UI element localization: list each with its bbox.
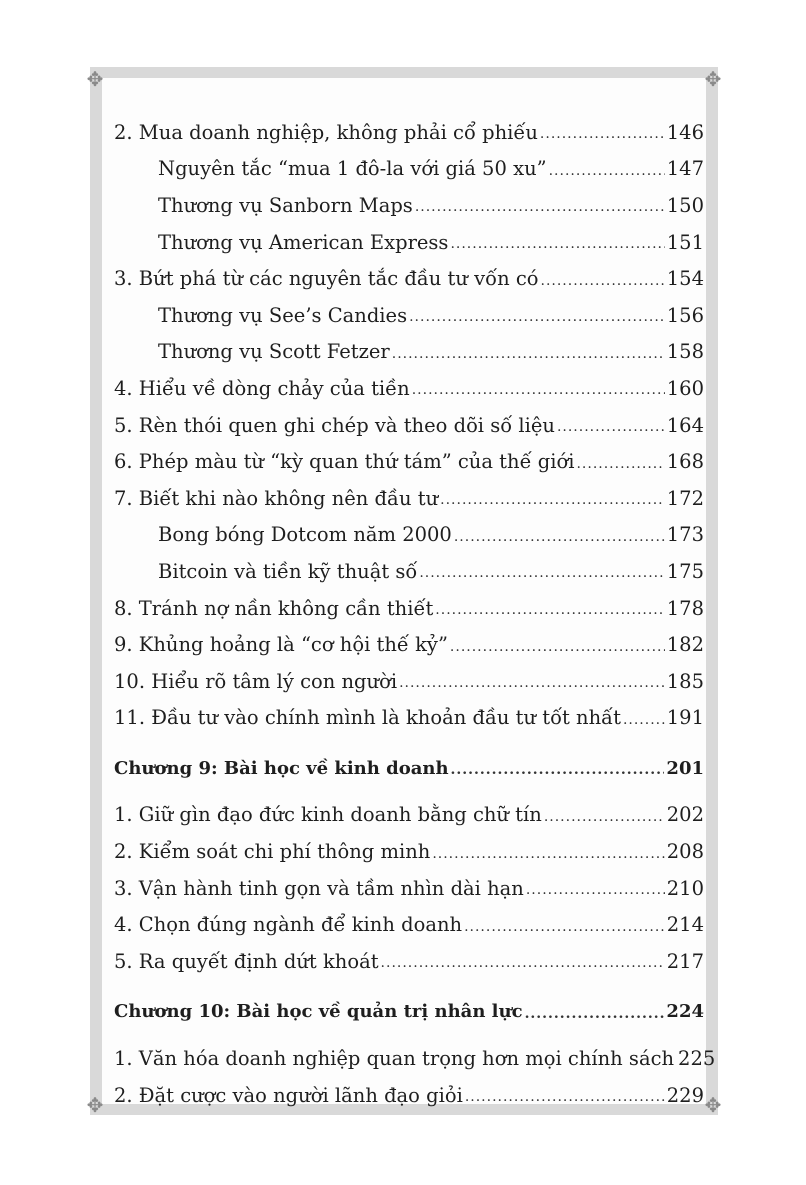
leader-dots [415,199,665,215]
toc-entry[interactable] [114,553,704,590]
toc-entry-title: 5. Ra quyết định dứt khoát [114,949,379,973]
toc-entry-page: 158 [666,340,704,364]
toc-entry-title: 3. Bứt phá từ các nguyên tắc đầu tư vốn có [114,267,539,291]
toc-entry-page: 154 [666,267,704,291]
leader-dots [544,809,665,825]
toc-entry[interactable] [114,187,704,224]
leader-dots [432,846,664,862]
leader-dots [399,675,665,691]
toc-entry[interactable] [114,114,704,151]
corner-ornament-icon: ✥ [86,1093,104,1117]
toc-entry-title: Thương vụ Scott Fetzer [158,340,390,364]
leader-dots [419,565,664,581]
leader-dots [440,492,665,508]
toc-entry-title: 10. Hiểu rõ tâm lý con người [114,669,398,693]
toc-entry-title: 4. Chọn đúng ngành để kinh doanh [114,913,463,937]
toc-entry[interactable] [114,906,704,943]
toc-entry-page: 191 [666,706,704,730]
toc-entry-title: 4. Hiểu về dòng chảy của tiền [114,376,410,400]
toc-entry[interactable] [114,517,704,554]
toc-entry[interactable] [114,833,704,870]
toc-entry-page: 151 [666,230,704,254]
toc-entry-title: 3. Vận hành tinh gọn và tầm nhìn dài hạn [114,876,524,900]
toc-entry-title: Thương vụ American Express [158,230,449,254]
toc-entry-page: 182 [666,633,704,657]
table-of-contents [114,114,716,1113]
leader-dots [392,346,665,362]
toc-entry[interactable] [114,407,704,444]
corner-ornament-icon: ✥ [704,1093,722,1117]
toc-entry[interactable] [114,297,704,334]
toc-entry-title: 2. Kiểm soát chi phí thông minh [114,840,431,864]
chapter-title: Chương 10: Bài học về quản trị nhân lực [114,1001,523,1023]
toc-entry-page: 214 [666,913,704,937]
toc-entry-page: 202 [666,803,704,827]
toc-entry-page: 229 [666,1083,704,1107]
toc-entry-title: Bitcoin và tiền kỹ thuật số [158,559,418,583]
toc-entry[interactable] [114,797,704,834]
toc-entry[interactable] [114,151,704,188]
toc-entry-page: 173 [666,523,704,547]
toc-entry[interactable] [114,260,704,297]
toc-entry[interactable] [114,700,704,737]
leader-dots [526,882,665,898]
toc-entry-page: 164 [666,413,704,437]
toc-entry-title: 2. Mua doanh nghiệp, không phải cổ phiếu [114,120,538,144]
toc-entry-page: 150 [666,193,704,217]
toc-entry-title: 1. Văn hóa doanh nghiệp quan trọng hơn mọi chính sách [114,1047,675,1071]
toc-entry-page: 172 [666,486,704,510]
toc-entry[interactable] [114,626,704,663]
toc-entry-page: 178 [666,596,704,620]
toc-entry[interactable] [114,870,704,907]
toc-chapter-10[interactable] [114,994,704,1031]
leader-dots [540,126,665,142]
toc-entry[interactable] [114,334,704,371]
toc-entry-page: 160 [666,376,704,400]
toc-entry-page: 175 [666,559,704,583]
toc-entry[interactable] [114,443,704,480]
toc-entry[interactable] [114,663,704,700]
corner-ornament-icon: ✥ [86,67,104,91]
toc-entry-title: 7. Biết khi nào không nên đầu tư [114,486,439,510]
toc-entry-page: 208 [666,840,704,864]
toc-entry-title: Nguyên tắc “mua 1 đô-la với giá 50 xu” [158,157,547,181]
leader-dots [541,273,665,289]
toc-chapter-9[interactable] [114,750,704,787]
leader-dots [465,1089,665,1105]
leader-dots [435,602,664,618]
toc-entry-title: Thương vụ Sanborn Maps [158,193,413,217]
toc-entry[interactable] [114,590,704,627]
chapter-page: 201 [666,757,704,779]
toc-entry-title: 8. Tránh nợ nần không cần thiết [114,596,434,620]
toc-entry-title: 2. Đặt cược vào người lãnh đạo giỏi [114,1083,463,1107]
leader-dots [409,309,665,325]
toc-entry[interactable] [114,1077,704,1114]
toc-entry-page: 146 [666,120,704,144]
toc-entry-title: 11. Đầu tư vào chính mình là khoản đầu tư tốt nhất [114,706,621,730]
chapter-page: 224 [666,1001,704,1023]
toc-entry-page: 156 [666,303,704,327]
leader-dots [464,919,665,935]
leader-dots [450,639,665,655]
leader-dots [381,955,665,971]
toc-entry-title: 5. Rèn thói quen ghi chép và theo dõi số liệu [114,413,555,437]
toc-entry-page: 225 [678,1047,716,1071]
toc-entry[interactable] [114,224,704,261]
toc-entry-title: 9. Khủng hoảng là “cơ hội thế kỷ” [114,633,448,657]
toc-entry[interactable] [114,943,704,980]
leader-dots [557,419,665,435]
toc-entry-page: 185 [666,669,704,693]
leader-dots [525,1006,665,1022]
toc-entry-page: 147 [666,157,704,181]
corner-ornament-icon: ✥ [704,67,722,91]
leader-dots [576,456,664,472]
chapter-title: Chương 9: Bài học về kinh doanh [114,757,449,779]
toc-entry[interactable] [114,480,704,517]
leader-dots [549,163,665,179]
leader-dots [623,712,665,728]
toc-entry-page: 210 [666,876,704,900]
toc-entry-page: 168 [666,450,704,474]
leader-dots [412,382,665,398]
leader-dots [450,236,664,252]
toc-entry-title: Thương vụ See’s Candies [158,303,408,327]
toc-entry-title: 6. Phép màu từ “kỳ quan thứ tám” của thế giới [114,450,575,474]
leader-dots [454,529,665,545]
toc-entry-title: 1. Giữ gìn đạo đức kinh doanh bằng chữ tín [114,803,542,827]
toc-entry[interactable] [114,370,704,407]
leader-dots [451,762,665,778]
toc-entry-page: 217 [666,949,704,973]
toc-entry-title: Bong bóng Dotcom năm 2000 [158,523,452,547]
toc-entry[interactable] [114,1040,716,1077]
